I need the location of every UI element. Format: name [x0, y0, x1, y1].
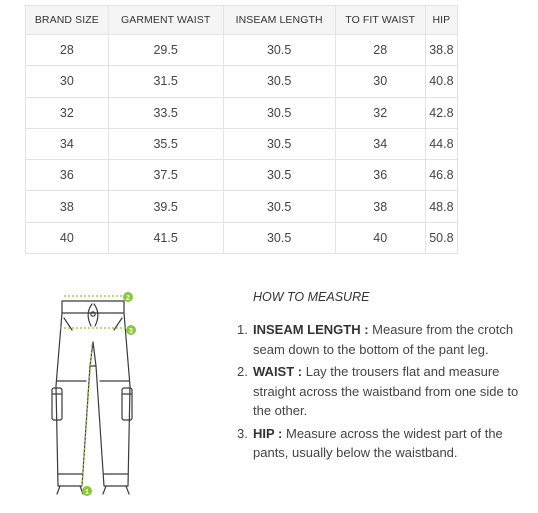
table-row: [26, 97, 458, 128]
cell-inseam-length: 30.5: [223, 66, 335, 97]
header-inseam-length: INSEAM LENGTH: [223, 6, 335, 35]
step-text: Measure across the widest part of the pants, usually below the waistband.: [253, 425, 503, 460]
cell-brand-size: 28: [26, 35, 109, 66]
svg-text:3: 3: [129, 328, 133, 335]
cell-brand-size: 40: [26, 222, 109, 253]
cell-inseam-length: 30.5: [223, 222, 335, 253]
cell-hip: 48.8: [425, 191, 457, 222]
cell-hip: 40.8: [425, 66, 457, 97]
how-to-measure-title: HOW TO MEASURE: [253, 290, 370, 304]
cell-to-fit-waist: 32: [335, 97, 425, 128]
list-item: [237, 320, 532, 359]
cell-hip: 50.8: [425, 222, 457, 253]
step-number: 1.: [237, 322, 248, 337]
cell-hip: 42.8: [425, 97, 457, 128]
cell-inseam-length: 30.5: [223, 128, 335, 159]
table-row: [26, 222, 458, 253]
cell-garment-waist: 29.5: [108, 35, 223, 66]
marker-3: [126, 325, 136, 335]
cell-hip: 46.8: [425, 160, 457, 191]
table-row: [26, 128, 458, 159]
svg-text:1: 1: [85, 489, 89, 496]
table-header-row: [26, 6, 458, 35]
cell-to-fit-waist: 40: [335, 222, 425, 253]
header-to-fit-waist: TO FIT WAIST: [335, 6, 425, 35]
cell-to-fit-waist: 28: [335, 35, 425, 66]
cell-brand-size: 34: [26, 128, 109, 159]
cargo-pants-icon: [42, 286, 142, 502]
cell-brand-size: 36: [26, 160, 109, 191]
cell-inseam-length: 30.5: [223, 191, 335, 222]
list-item: [237, 424, 532, 463]
cell-to-fit-waist: 36: [335, 160, 425, 191]
step-term: HIP :: [253, 425, 283, 441]
cell-hip: 38.8: [425, 35, 457, 66]
step-text: Lay the trousers flat and measure straight across the waistband from one side to the other.: [253, 364, 519, 418]
cell-brand-size: 30: [26, 66, 109, 97]
cell-inseam-length: 30.5: [223, 160, 335, 191]
cell-inseam-length: 30.5: [223, 97, 335, 128]
marker-2: [123, 292, 133, 302]
cell-garment-waist: 37.5: [108, 160, 223, 191]
step-number: 3.: [237, 425, 248, 441]
cell-to-fit-waist: 34: [335, 128, 425, 159]
cell-garment-waist: 41.5: [108, 222, 223, 253]
marker-1: [82, 486, 92, 496]
cell-garment-waist: 33.5: [108, 97, 223, 128]
step-text: Measure from the crotch seam down to the bottom of the pant leg.: [253, 322, 514, 357]
size-chart-table: [25, 5, 458, 254]
step-number: 2.: [237, 364, 248, 379]
cell-brand-size: 32: [26, 97, 109, 128]
svg-text:2: 2: [126, 295, 130, 302]
cell-garment-waist: 31.5: [108, 66, 223, 97]
table-row: [26, 35, 458, 66]
cell-hip: 44.8: [425, 128, 457, 159]
list-item: [237, 362, 532, 421]
cell-inseam-length: 30.5: [223, 35, 335, 66]
cell-to-fit-waist: 30: [335, 66, 425, 97]
header-garment-waist: GARMENT WAIST: [108, 6, 223, 35]
table-row: [26, 66, 458, 97]
header-brand-size: BRAND SIZE: [26, 6, 109, 35]
cell-garment-waist: 39.5: [108, 191, 223, 222]
cell-to-fit-waist: 38: [335, 191, 425, 222]
cell-garment-waist: 35.5: [108, 128, 223, 159]
step-term: INSEAM LENGTH :: [253, 322, 369, 337]
measure-steps: [237, 320, 532, 466]
table-row: [26, 191, 458, 222]
header-hip: HIP: [425, 6, 457, 35]
cell-brand-size: 38: [26, 191, 109, 222]
table-row: [26, 160, 458, 191]
step-term: WAIST :: [253, 364, 303, 379]
